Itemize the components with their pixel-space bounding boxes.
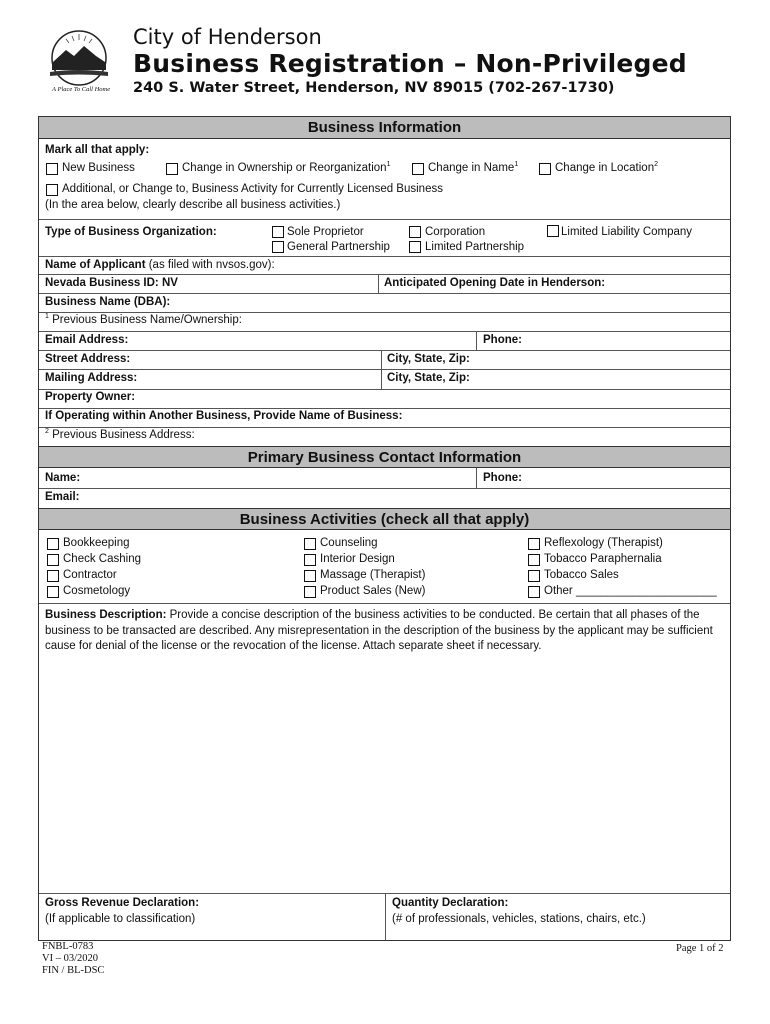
general-partnership-label: General Partnership <box>287 241 390 253</box>
contact-email-field[interactable]: Email: <box>45 491 80 503</box>
activity-label: Reflexology (Therapist) <box>544 537 663 549</box>
limited-partnership-label: Limited Partnership <box>425 241 525 253</box>
phone-field[interactable]: Phone: <box>483 334 522 346</box>
registration-form <box>38 116 731 941</box>
activity-checkbox[interactable] <box>304 570 316 582</box>
dba-field[interactable]: Business Name (DBA): <box>45 296 171 308</box>
activity-checkbox[interactable] <box>47 570 59 582</box>
opening-date-field[interactable]: Anticipated Opening Date in Henderson: <box>384 277 606 289</box>
activity-label: Interior Design <box>320 553 395 565</box>
activity-label: Tobacco Sales <box>544 569 619 581</box>
activity-label: Product Sales (New) <box>320 585 426 597</box>
activity-label: Counseling <box>320 537 378 549</box>
nevada-business-id-field[interactable]: Nevada Business ID: NV <box>45 277 178 289</box>
applicant-name-field[interactable]: Name of Applicant (as filed with nvsos.gov): <box>45 259 275 271</box>
quantity-label: Quantity Declaration: <box>392 897 509 909</box>
form-department: FIN / BL-DSC <box>42 965 105 976</box>
gross-revenue-field[interactable]: (If applicable to classification) <box>45 913 196 925</box>
mailing-city-state-zip-field[interactable]: City, State, Zip: <box>387 372 470 384</box>
activity-checkbox[interactable] <box>47 586 59 598</box>
sole-proprietor-checkbox[interactable] <box>272 226 284 238</box>
previous-address-field[interactable]: $^2$ Previous Business Address: <box>45 428 195 441</box>
change-location-checkbox[interactable] <box>539 163 551 175</box>
additional-activity-label: Additional, or Change to, Business Activity for Currently Licensed Business <box>62 183 443 195</box>
activity-checkbox[interactable] <box>528 538 540 550</box>
quantity-field[interactable]: (# of professionals, vehicles, stations, chairs, etc.) <box>392 913 646 925</box>
activities-heading: Business Activities (check all that apply) <box>39 508 730 530</box>
activity-label: Contractor <box>63 569 117 581</box>
office-address: 240 S. Water Street, Henderson, NV 89015 (702-267-1730) <box>133 80 615 96</box>
business-description-area[interactable]: Business Description: Provide a concise description of the business activities to be conducted. Be certain that all phases of the business to be transacted are described. Any misrepresentation in the description of the business by the applicant may be sufficient cause for denial of the license or the revocation of the license. Attach separate sheet if necessary. <box>45 609 713 652</box>
form-footer-info <box>42 941 104 977</box>
activity-label: Cosmetology <box>63 585 131 597</box>
contact-name-field[interactable]: Name: <box>45 472 81 484</box>
property-owner-field[interactable]: Property Owner: <box>45 391 136 403</box>
mailing-address-field[interactable]: Mailing Address: <box>45 372 138 384</box>
activity-label: Massage (Therapist) <box>320 569 426 581</box>
org-type-label: Type of Business Organization: <box>45 226 217 238</box>
activity-checkbox[interactable] <box>528 554 540 566</box>
change-name-checkbox[interactable] <box>412 163 424 175</box>
activity-checkbox[interactable] <box>528 586 540 598</box>
sole-proprietor-label: Sole Proprietor <box>287 226 364 238</box>
form-version: VI – 03/2020 <box>42 953 98 964</box>
logo-tagline: A Place To Call Home <box>52 86 111 93</box>
page-header <box>0 0 770 110</box>
limited-partnership-checkbox[interactable] <box>409 241 421 253</box>
corporation-checkbox[interactable] <box>409 226 421 238</box>
contact-phone-field[interactable]: Phone: <box>483 472 522 484</box>
activity-checkbox[interactable] <box>304 554 316 566</box>
form-number: FNBL-0783 <box>42 941 94 952</box>
contact-heading: Primary Business Contact Information <box>39 446 730 468</box>
form-title: Business Registration – Non-Privileged <box>133 49 687 78</box>
general-partnership-checkbox[interactable] <box>272 241 284 253</box>
additional-activity-checkbox[interactable] <box>46 184 58 196</box>
activity-checkbox[interactable] <box>47 538 59 550</box>
new-business-label: New Business <box>62 162 135 174</box>
activity-label: Tobacco Paraphernalia <box>544 553 662 565</box>
operating-within-field[interactable]: If Operating within Another Business, Provide Name of Business: <box>45 410 403 422</box>
street-address-field[interactable]: Street Address: <box>45 353 131 365</box>
activity-label: Check Cashing <box>63 553 141 565</box>
change-ownership-checkbox[interactable] <box>166 163 178 175</box>
page-number: Page 1 of 2 <box>676 943 724 954</box>
gross-revenue-label: Gross Revenue Declaration: <box>45 897 200 909</box>
activity-label: Bookkeeping <box>63 537 130 549</box>
activity-checkbox[interactable] <box>528 570 540 582</box>
describe-note: (In the area below, clearly describe all business activities.) <box>45 199 341 211</box>
corporation-label: Corporation <box>425 226 486 238</box>
city-state-zip-field[interactable]: City, State, Zip: <box>387 353 470 365</box>
business-info-heading: Business Information <box>39 117 730 139</box>
previous-name-field[interactable]: $^1$ Previous Business Name/Ownership: <box>45 313 242 326</box>
activity-checkbox[interactable] <box>304 586 316 598</box>
other-activity-field[interactable]: Other ______________________ <box>544 585 717 597</box>
activity-checkbox[interactable] <box>47 554 59 566</box>
change-ownership-label: Change in Ownership or Reorganization$^1$ <box>182 161 391 174</box>
change-name-label: Change in Name$^1$ <box>428 161 519 174</box>
new-business-checkbox[interactable] <box>46 163 58 175</box>
change-location-label: Change in Location$^2$ <box>555 161 659 174</box>
llc-label: Limited Liability Company <box>561 226 693 238</box>
activity-checkbox[interactable] <box>304 538 316 550</box>
mark-all-label: Mark all that apply: <box>45 144 150 156</box>
llc-checkbox[interactable] <box>547 225 559 237</box>
city-name: City of Henderson <box>133 25 322 49</box>
email-address-field[interactable]: Email Address: <box>45 334 129 346</box>
